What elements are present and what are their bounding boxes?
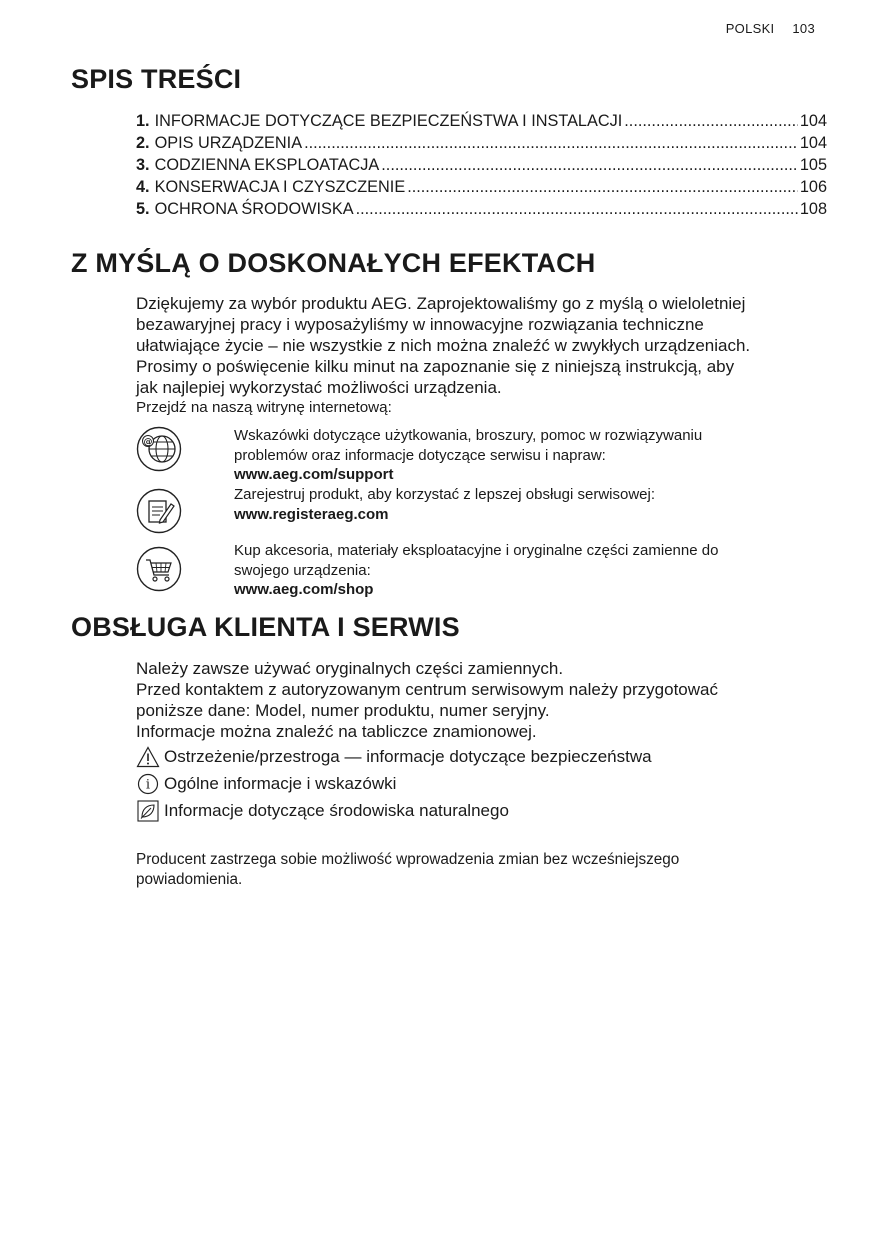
intro-line: Dziękujemy za wybór produktu AEG. Zaprojektowaliśmy go z myślą o wieloletniej	[136, 294, 746, 313]
disclaimer-line: powiadomienia.	[136, 871, 243, 888]
toc-title: SPIS TREŚCI	[71, 64, 242, 94]
disclaimer-note	[136, 850, 826, 890]
toc-entry-1[interactable]	[136, 110, 827, 132]
toc-entry-page: 108	[799, 200, 827, 218]
toc-entry-2[interactable]	[136, 132, 827, 154]
toc-entry-number: 4.	[136, 178, 150, 196]
legend-environment	[136, 800, 509, 822]
page-header	[726, 21, 815, 36]
toc-entry-page: 104	[799, 112, 827, 130]
table-of-contents	[136, 110, 827, 220]
toc-leader	[356, 198, 798, 220]
shopping-cart-icon	[136, 546, 182, 592]
toc-entry-label: INFORMACJE DOTYCZĄCE BEZPIECZEŃSTWA I INSTALACJI	[154, 112, 623, 130]
legend-info-text: Ogólne informacje i wskazówki	[164, 774, 397, 793]
intro-paragraph	[136, 293, 826, 418]
support-description: problemów oraz informacje dotyczące serwisu i napraw:	[234, 446, 606, 464]
leaf-icon	[136, 800, 160, 822]
website-prompt: Przejdź na naszą witrynę internetową:	[136, 399, 392, 416]
legend-warning-text: Ostrzeżenie/przestroga — informacje dotyczące bezpieczeństwa	[164, 747, 652, 766]
language-label: POLSKI	[725, 21, 775, 36]
legend-info	[136, 773, 396, 795]
info-icon	[136, 773, 160, 795]
page-number: 103	[792, 21, 815, 36]
globe-at-icon	[136, 426, 182, 472]
svg-text:i: i	[145, 777, 151, 793]
register-link-block	[234, 485, 824, 524]
toc-leader	[407, 176, 798, 198]
intro-line: jak najlepiej wykorzystać możliwości urządzenia.	[136, 378, 502, 397]
toc-leader	[624, 110, 798, 132]
shop-link-block	[234, 541, 824, 600]
legend-environment-text: Informacje dotyczące środowiska naturalnego	[164, 801, 509, 820]
register-link[interactable]: www.registeraeg.com	[234, 505, 389, 523]
toc-entry-5[interactable]	[136, 198, 827, 220]
service-line: Należy zawsze używać oryginalnych części zamiennych.	[136, 659, 564, 678]
service-title: OBSŁUGA KLIENTA I SERWIS	[71, 612, 460, 642]
toc-entry-number: 3.	[136, 156, 150, 174]
intro-title: Z MYŚLĄ O DOSKONAŁYCH EFEKTACH	[71, 248, 596, 278]
toc-entry-4[interactable]	[136, 176, 827, 198]
service-line: Informacje można znaleźć na tabliczce znamionowej.	[136, 722, 537, 741]
toc-entry-page: 106	[799, 178, 827, 196]
register-description: Zarejestruj produkt, aby korzystać z lepszej obsługi serwisowej:	[234, 486, 656, 503]
toc-entry-label: OPIS URZĄDZENIA	[154, 134, 303, 152]
svg-text:@: @	[143, 437, 153, 448]
toc-entry-page: 105	[799, 156, 827, 174]
toc-entry-label: OCHRONA ŚRODOWISKA	[154, 200, 354, 218]
register-note-icon	[136, 488, 182, 534]
intro-line: bezawaryjnej pracy i wyposażyliśmy w innowacyjne rozwiązania techniczne	[136, 315, 704, 334]
support-description: Wskazówki dotyczące użytkowania, broszury, pomoc w rozwiązywaniu	[234, 427, 703, 444]
shop-description: Kup akcesoria, materiały eksploatacyjne i oryginalne części zamienne do	[234, 542, 719, 559]
intro-line: ułatwiające życie – nie wszystkie z nich można znaleźć w zwykłych urządzeniach.	[136, 336, 751, 355]
intro-line: Prosimy o poświęcenie kilku minut na zapoznanie się z niniejszą instrukcją, aby	[136, 357, 735, 376]
toc-entry-3[interactable]	[136, 154, 827, 176]
service-paragraph	[136, 658, 826, 742]
disclaimer-line: Producent zastrzega sobie możliwość wprowadzenia zmian bez wcześniejszego	[136, 851, 680, 868]
toc-entry-number: 2.	[136, 134, 150, 152]
service-line: Przed kontaktem z autoryzowanym centrum serwisowym należy przygotować	[136, 680, 718, 699]
toc-entry-label: KONSERWACJA I CZYSZCZENIE	[154, 178, 406, 196]
legend-warning	[136, 746, 652, 768]
toc-leader	[381, 154, 798, 176]
toc-leader	[304, 132, 798, 154]
shop-description: swojego urządzenia:	[234, 561, 371, 579]
support-link[interactable]: www.aeg.com/support	[234, 466, 394, 483]
service-line: poniższe dane: Model, numer produktu, numer seryjny.	[136, 701, 550, 720]
warning-triangle-icon	[136, 746, 160, 768]
support-link-block	[234, 426, 824, 485]
toc-entry-page: 104	[799, 134, 827, 152]
toc-entry-label: CODZIENNA EKSPLOATACJA	[154, 156, 380, 174]
shop-link[interactable]: www.aeg.com/shop	[234, 581, 374, 598]
toc-entry-number: 1.	[136, 112, 150, 130]
toc-entry-number: 5.	[136, 200, 150, 218]
